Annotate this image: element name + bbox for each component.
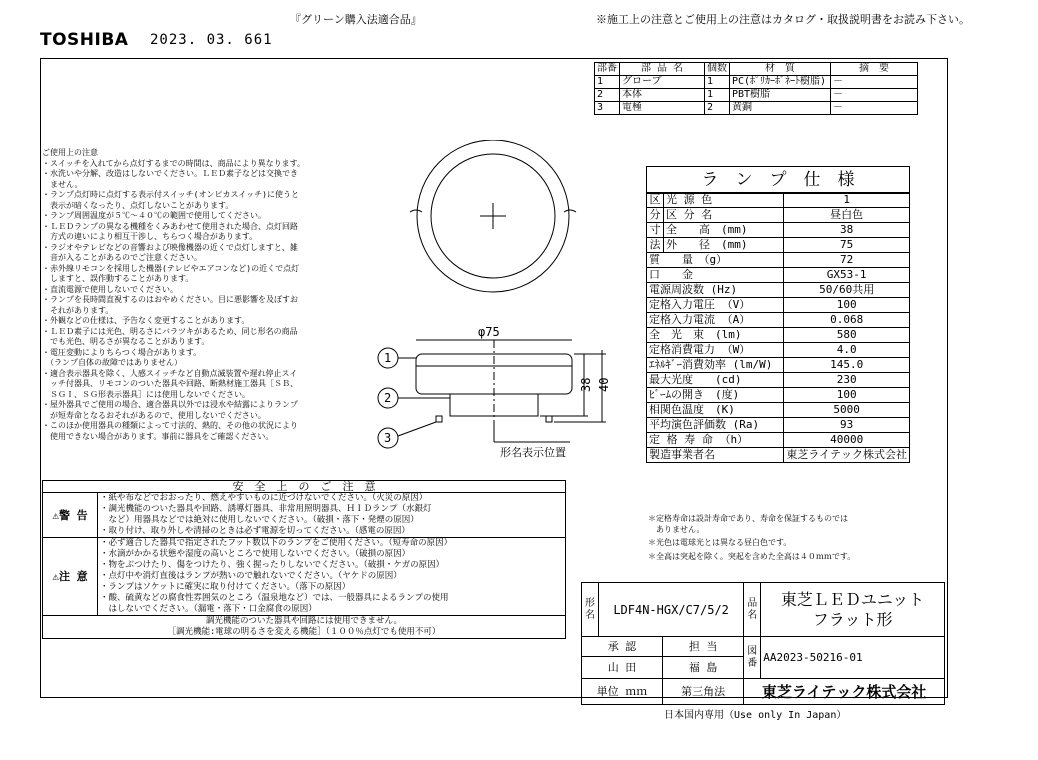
- spec-label: 外 径 (mm): [664, 238, 784, 253]
- spec-label: 電源周波数 (Hz): [647, 283, 784, 298]
- spec-value: 5000: [784, 403, 910, 418]
- spec-label: 全 高 (mm): [664, 223, 784, 238]
- safety-line: ・酸、硫黄などの腐食性雰囲気のところ（温泉地など）では、一般器具によるランプの使用: [100, 593, 449, 603]
- caution-text: [98, 538, 566, 616]
- parts-header-material: 材 質: [730, 63, 831, 76]
- spec-row: [647, 268, 910, 283]
- spec-label: 定 格 寿 命 （h）: [647, 433, 784, 448]
- callout-2: 2: [384, 391, 392, 405]
- caution-label: ⚠注 意: [43, 538, 98, 616]
- spec-row: [647, 208, 910, 223]
- parts-header-no: 部番: [595, 63, 620, 76]
- spec-side-label: 分: [647, 208, 664, 223]
- dimming-line: ［調光機能:電球の明るさを変える機能］（１００％点灯でも使用不可）: [167, 627, 441, 637]
- spec-label: ｴﾈﾙｷﾞｰ消費効率 (lm/W): [647, 358, 784, 373]
- spec-note: ありません。: [648, 524, 705, 534]
- safety-line: ・点灯中や消灯直後はランプが熱いので触れないでください。（ヤケドの原因）: [100, 571, 402, 581]
- parts-row: [595, 102, 918, 115]
- spec-value: 50/60共用: [784, 283, 910, 298]
- part-qty: 1: [705, 89, 730, 102]
- safety-line: ・調光機能のついた器具や回路、誘導灯器具、非常用照明器具、ＨＩＤランプ（水銀灯: [100, 504, 432, 514]
- spec-value: 75: [784, 238, 910, 253]
- safety-line: ・必ず適合した器具で指定されたフット数以下のランプをご使用ください。（短寿命の原因）: [100, 538, 453, 548]
- spec-row: [647, 328, 910, 343]
- spec-value: 0.068: [784, 313, 910, 328]
- spec-value: 40000: [784, 433, 910, 448]
- spec-note: ＊光色は電球光とは異なる昼白色です。: [648, 538, 792, 547]
- part-qty: 1: [705, 76, 730, 89]
- part-remarks: －: [831, 102, 918, 115]
- approver-name: 山 田: [582, 657, 663, 679]
- usage-note-line: 使用できない場合があります。事前に器具をご確認ください。: [42, 431, 274, 441]
- product-name-line1: 東芝ＬＥＤユニット: [780, 589, 925, 609]
- spec-side-label: 寸: [647, 223, 664, 238]
- safety-line: ・水滴がかかる状態や湿度の高いところで使用しないでください。（破損の原因）: [100, 549, 411, 559]
- safety-line: ・物をぶつけたり、傷をつけたり、強く握ったりしないでください。（破損・ケガの原因）: [100, 560, 445, 570]
- usage-note-line: ・ランプ点灯時に点灯する表示付スイッチ(オンピカスイッチ)に使うと: [42, 190, 299, 199]
- part-material: 黄銅: [730, 102, 831, 115]
- spec-row: [647, 283, 910, 298]
- warning-label: ⚠警 告: [43, 493, 98, 538]
- spec-value: 1: [784, 193, 910, 208]
- spec-value: 145.0: [784, 358, 910, 373]
- dimming-notice: [43, 616, 566, 639]
- spec-row: [647, 223, 910, 238]
- brand-logo: TOSHIBA: [40, 30, 129, 50]
- warning-text: [98, 493, 566, 538]
- usage-note-line: でも光色、明るさが異なることがあります。: [42, 337, 210, 346]
- spec-label: 平均演色評価数 (Ra): [647, 418, 784, 433]
- catalog-notice: ※施工上の注意とご使用上の注意はカタログ・取扱説明書をお読み下さい。: [596, 13, 970, 26]
- usage-note-line: （ランプ自体の故障ではありません）: [42, 358, 182, 367]
- part-no: 3: [595, 102, 620, 115]
- dim-height-38: 38: [579, 377, 593, 392]
- parts-row: [595, 89, 918, 102]
- date-code: 2023. 03. 661: [150, 32, 273, 48]
- spec-note: ＊全高は突起を除く。突起を含めた全高は４０ｍｍです。: [648, 551, 856, 561]
- part-remarks: －: [831, 89, 918, 102]
- usage-note-line: ・ラジオやテレビなどの音響および映像機器の近くで点灯しますと、雑: [42, 242, 298, 252]
- dim-height-40: 40: [597, 377, 611, 392]
- spec-row: [647, 193, 910, 208]
- spec-value: GX53-1: [784, 268, 910, 283]
- spec-label: ﾋﾞｰﾑの開き (度): [647, 388, 784, 403]
- spec-row: [647, 298, 910, 313]
- spec-label: 口 金: [647, 268, 784, 283]
- safety-table: [42, 480, 566, 639]
- callout-1: 1: [384, 351, 392, 365]
- spec-label: 製造事業者名: [647, 448, 784, 463]
- usage-note-line: ・水洗いや分解、改造はしないでください。ＬＥＤ素子などは交換でき: [42, 169, 298, 178]
- spec-row: [647, 373, 910, 388]
- spec-row: [647, 433, 910, 448]
- spec-label: 相関色温度 (K): [647, 403, 784, 418]
- spec-row: [647, 343, 910, 358]
- usage-note-line: ＳＧＩ、ＳＧ形表示器具］には使用しないでください。: [42, 389, 250, 399]
- spec-row: [647, 418, 910, 433]
- spec-notes: [648, 514, 855, 562]
- spec-row: [647, 388, 910, 403]
- spec-row: [647, 448, 910, 463]
- product-name-line2: フラット形: [812, 609, 893, 629]
- part-no: 1: [595, 76, 620, 89]
- usage-note-line: ・適合表示器具を除く、人感スイッチなど自動点滅装置や遅れ停止スイ: [42, 368, 298, 378]
- spec-value: 72: [784, 253, 910, 268]
- usage-note-line: が短寿命となるおそれがあるので、使用しないでください。: [42, 410, 266, 420]
- safety-line: ・取り付け、取り外しや清掃のときは必ず電源を切ってください。（感電の原因）: [100, 526, 410, 536]
- usage-note-line: ・赤外線リモコンを採用した機器(テレビやエアコンなど)の近くで点灯: [42, 263, 300, 273]
- usage-note-line: 音が入ることがあるのでご注意ください。: [42, 253, 202, 262]
- safety-line: など）用器具などでは絶対に使用しないでください。（破損・落下・発煙の原因）: [100, 515, 419, 525]
- safety-line: ・ランプはソケットに確実に取り付けてください。（落下の原因）: [100, 582, 351, 592]
- dimming-line: 調光機能のついた器具や回路には使用できません。: [205, 616, 402, 626]
- company-name: 東芝ライテック株式会社: [744, 679, 945, 705]
- product-name: [761, 583, 945, 637]
- spec-row: [647, 253, 910, 268]
- spec-label: 質 量 （g）: [647, 253, 784, 268]
- projection-label: 第三角法: [663, 679, 744, 705]
- part-name: 本体: [620, 89, 705, 102]
- usage-note-line: ・電圧変動によりちらつく場合があります。: [42, 347, 202, 357]
- approve-header: 承 認: [582, 637, 663, 657]
- spec-label: 定格消費電力 （W）: [647, 343, 784, 358]
- unit-label: 単位 ｍｍ: [582, 679, 663, 705]
- domestic-use-label: 日本国内専用（Use only In Japan）: [664, 710, 847, 721]
- spec-value: 100: [784, 388, 910, 403]
- usage-note-line: ・ランプを長時間直視するのはおやめください。目に悪影響を及ぼすお: [42, 295, 298, 304]
- parts-table: [594, 62, 918, 115]
- usage-note-line: ・外観などの仕様は、予告なく変更することがあります。: [42, 316, 250, 325]
- spec-value: 580: [784, 328, 910, 343]
- spec-title: ラ ン プ 仕 様: [646, 166, 910, 194]
- spec-label: 全 光 束 (lm): [647, 328, 784, 343]
- fig-side-label: 図 番: [744, 637, 761, 679]
- spec-value: 93: [784, 418, 910, 433]
- spec-value: 230: [784, 373, 910, 388]
- spec-label: 光 源 色: [664, 193, 784, 208]
- callout-3: 3: [384, 431, 392, 445]
- spec-value: 昼白色: [784, 208, 910, 223]
- usage-note-line: ・直流電源で使用しないでください。: [42, 284, 178, 294]
- spec-label: 最大光度 (cd): [647, 373, 784, 388]
- usage-note-line: ・ランプ周囲温度が５℃～４０℃の範囲で使用してください。: [42, 211, 266, 220]
- model-side-label: 形 名: [582, 583, 599, 637]
- parts-header-remarks: 摘 要: [831, 63, 918, 76]
- usage-note-line: 表示が暗くなったり、点灯しないことがあります。: [42, 200, 234, 210]
- usage-note-line: それがあります。: [42, 305, 114, 315]
- person-in-charge: 福 島: [663, 657, 744, 679]
- part-no: 2: [595, 89, 620, 102]
- usage-note-line: しますと、誤作動することがあります。: [42, 274, 194, 283]
- charge-header: 担 当: [663, 637, 744, 657]
- spec-value: 4.0: [784, 343, 910, 358]
- usage-note-line: ・屋外器具でご使用の場合、適合器具以外では浸水や結露によりランプ: [42, 400, 298, 409]
- parts-row: [595, 76, 918, 89]
- spec-row: [647, 313, 910, 328]
- spec-row: [647, 358, 910, 373]
- usage-note-line: ッチ付器具、リモコンのついた器具や回路、断熱材施工器具［ＳＢ、: [42, 379, 298, 388]
- safety-line: ・紙や布などでおおったり、燃えやすいものに近づけないでください。（火災の原因）: [100, 493, 428, 503]
- usage-notes: [42, 148, 305, 442]
- safety-title: 安 全 上 の ご 注 意: [43, 481, 566, 493]
- part-qty: 2: [705, 102, 730, 115]
- parts-header-name: 部 品 名: [620, 63, 705, 76]
- spec-table: [646, 192, 910, 463]
- part-name: 電極: [620, 102, 705, 115]
- part-remarks: －: [831, 76, 918, 89]
- spec-note: ＊定格寿命は設計寿命であり、寿命を保証するものでは: [648, 514, 848, 523]
- part-material: PC(ﾎﾟﾘｶｰﾎﾞﾈｰﾄ樹脂): [730, 76, 831, 89]
- parts-header-row: [595, 63, 918, 76]
- green-purchase-label: 『グリーン購入法適合品』: [290, 13, 422, 26]
- spec-side-label: 法: [647, 238, 664, 253]
- usage-note-line: ・ＬＥＤランプの異なる機種をくみあわせて使用された場合、点灯回路: [42, 221, 298, 231]
- spec-label: 定格入力電圧 （V）: [647, 298, 784, 313]
- dim-diameter: φ75: [478, 325, 500, 339]
- usage-note-line: ません。: [42, 179, 83, 189]
- spec-value: 東芝ライテック株式会社: [784, 448, 910, 463]
- usage-note-line: ・このほか使用器具の種類によって寸法的、熱的、その他の状況により: [42, 421, 298, 430]
- title-block: [581, 582, 945, 705]
- spec-label: 区 分 名: [664, 208, 784, 223]
- spec-row: [647, 403, 910, 418]
- part-material: PBT樹脂: [730, 89, 831, 102]
- safety-line: はしないでください。（漏電・落下・口金腐食の原因）: [100, 604, 317, 614]
- spec-value: 100: [784, 298, 910, 313]
- spec-label: 定格入力電流 （A）: [647, 313, 784, 328]
- usage-note-line: ・スイッチを入れてから点灯するまでの時間は、商品により異なります。: [42, 158, 306, 168]
- usage-notes-title: ご使用上の注意: [42, 148, 98, 157]
- part-name: グローブ: [620, 76, 705, 89]
- spec-value: 38: [784, 223, 910, 238]
- usage-note-line: ・ＬＥＤ素子には光色、明るさにバラツキがあるため、同じ形名の商品: [42, 326, 298, 336]
- usage-note-line: 方式の違いにより相互干渉し、ちらつく場合があります。: [42, 232, 258, 241]
- name-side-label: 品 名: [744, 583, 761, 637]
- figure-number: AA2023-50216-01: [761, 637, 945, 679]
- spec-side-label: 区: [647, 193, 664, 208]
- lamp-drawing: [370, 140, 620, 480]
- model-number: LDF4N-HGX/C7/5/2: [599, 583, 744, 637]
- spec-row: [647, 238, 910, 253]
- model-label-position: 形名表示位置: [500, 446, 566, 459]
- parts-header-qty: 個数: [705, 63, 730, 76]
